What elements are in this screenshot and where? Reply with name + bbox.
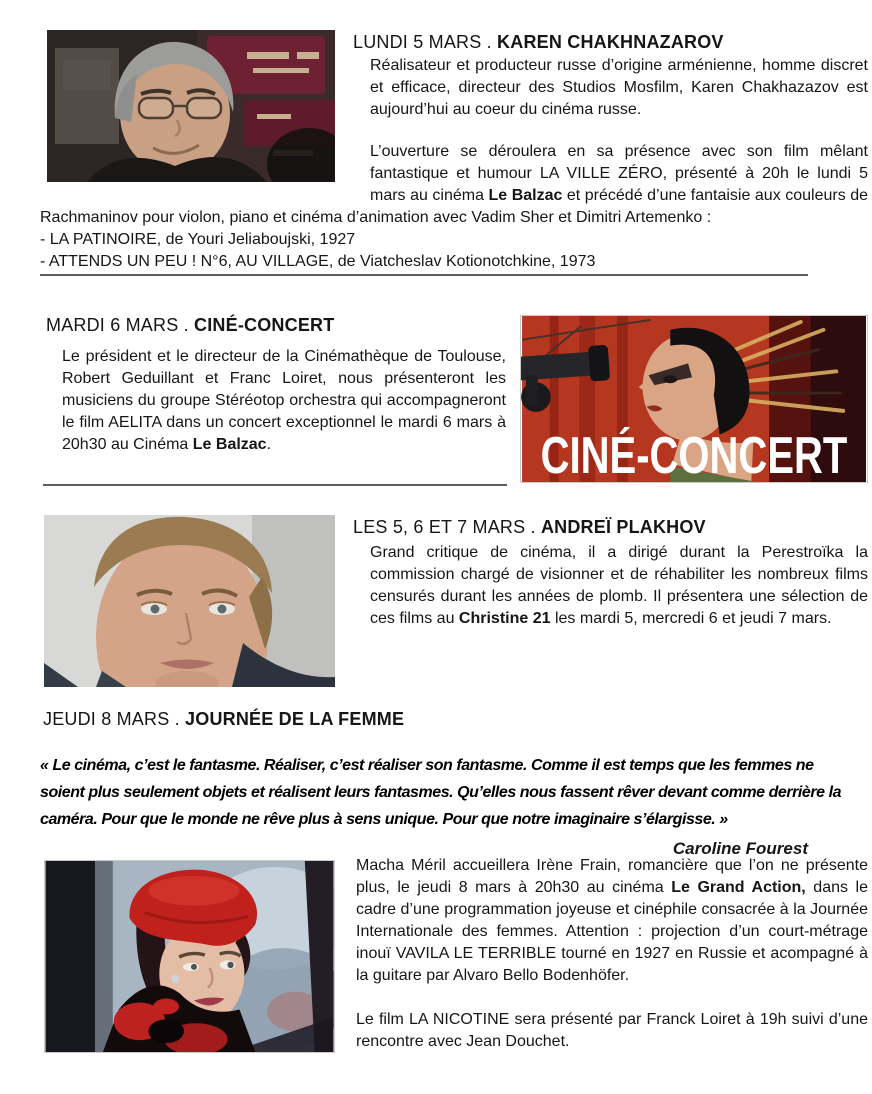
- section-jeudi-8-mars-text: [356, 855, 868, 1053]
- photo-wrap-spacer: [40, 55, 370, 195]
- film-list-item: - ATTENDS UN PEU ! N°6, AU VILLAGE, de Viatcheslav Kotionotchkine, 1973: [40, 253, 596, 270]
- section-heading-lundi-5-mars: [353, 30, 724, 54]
- heading-date: LES 5, 6 ET 7 MARS .: [353, 517, 536, 537]
- heading-date: LUNDI 5 MARS .: [353, 32, 492, 52]
- section-heading-les-5-6-7-mars: [353, 515, 706, 539]
- heading-date: MARDI 6 MARS .: [46, 315, 189, 335]
- meril-portrait-illustration: [45, 861, 334, 1052]
- section-jeudi-8-mars-intro: [40, 707, 852, 859]
- separator-rule: [43, 484, 507, 486]
- heading-title: CINÉ-CONCERT: [194, 315, 335, 335]
- paragraph: Macha Méril accueillera Irène Frain, romancière que l’on ne présente plus, le jeudi 8 mars à 20h30 au cinéma Le Grand Action, dans le cadre d’une programmation joyeuse et cinéphile consacrée à la Journée Internationale des femmes. Attention : projection d’un court-métrage inouï VAVILA LE TERRIBLE tourné en 1927 en Russie et acompagné à la guitare par Alvaro Bello Bodenhöfer.: [356, 857, 868, 984]
- section-mardi-6-mars-text: [62, 346, 506, 456]
- heading-title: KAREN CHAKHNAZAROV: [497, 32, 724, 52]
- plakhov-portrait-illustration: [44, 515, 335, 687]
- section-lundi-5-mars-text: [40, 55, 868, 273]
- paragraph: Le président et le directeur de la Cinémathèque de Toulouse, Robert Geduillant et Franc Loiret, nous présenteront les musiciens du groupe Stéréotop orchestra qui accompagneront le film AELITA dans un concert exceptionnel le mardi 6 mars à 20h30 au Cinéma Le Balzac.: [62, 348, 506, 453]
- film-list-item: - LA PATINOIRE, de Youri Jeliaboujski, 1927: [40, 231, 356, 248]
- photo-macha-meril: [44, 860, 335, 1053]
- heading-date: JEUDI 8 MARS .: [43, 709, 180, 729]
- separator-rule: [40, 274, 808, 276]
- paragraph: Grand critique de cinéma, il a dirigé durant la Perestroïka la commission chargé de visionner et de réhabiliter les nombreux films censurés durant les années de plomb. Il présentera une sélection de ces films au Christine 21 les mardi 5, mercredi 6 et jeudi 7 mars.: [370, 544, 868, 627]
- heading-title: ANDREÏ PLAKHOV: [540, 517, 706, 537]
- poster-title-overlay: CINÉ-CONCERT: [540, 427, 848, 483]
- paragraph: Le film LA NICOTINE sera présenté par Franck Loiret à 19h suivi d’une rencontre avec Jean Douchet.: [356, 1011, 868, 1050]
- paragraph: L’ouverture se déroulera en sa présence avec son film mêlant fantastique et humour LA VILLE ZÉRO, présenté à 20h le lundi 5 mars au cinéma Le Balzac et précédé d’une fantaisie aux couleurs de Rachmaninov pour violon, piano et cinéma d’animation avec Vadim Sher et Dimitri Artemenko :: [40, 143, 869, 226]
- photo-andrei-plakhov: [44, 515, 335, 687]
- section-heading-mardi-6-mars: [46, 313, 334, 337]
- cine-concert-poster-image: [520, 315, 868, 483]
- section-les-5-6-7-mars-text: [370, 542, 868, 630]
- section-heading-jeudi-8-mars: [40, 707, 852, 731]
- heading-title: JOURNÉE DE LA FEMME: [185, 709, 405, 729]
- paragraph: Réalisateur et producteur russe d’origine arménienne, homme discret et efficace, directeur des Studios Mosfilm, Karen Chakhazazov est aujourd’hui au coeur du cinéma russe.: [370, 57, 868, 118]
- quote-text: « Le cinéma, c’est le fantasme. Réaliser, c’est réaliser son fantasme. Comme il est temps que les femmes ne soient plus seulement objets et réalisent leurs fantasmes. Qu’elles nous fassent rêver devant comme derrière la caméra. Pour que le monde ne rêve plus à sens unique. Pour que notre imaginaire s’élargisse. »: [40, 757, 842, 828]
- quote-author: Caroline Fourest: [672, 839, 808, 858]
